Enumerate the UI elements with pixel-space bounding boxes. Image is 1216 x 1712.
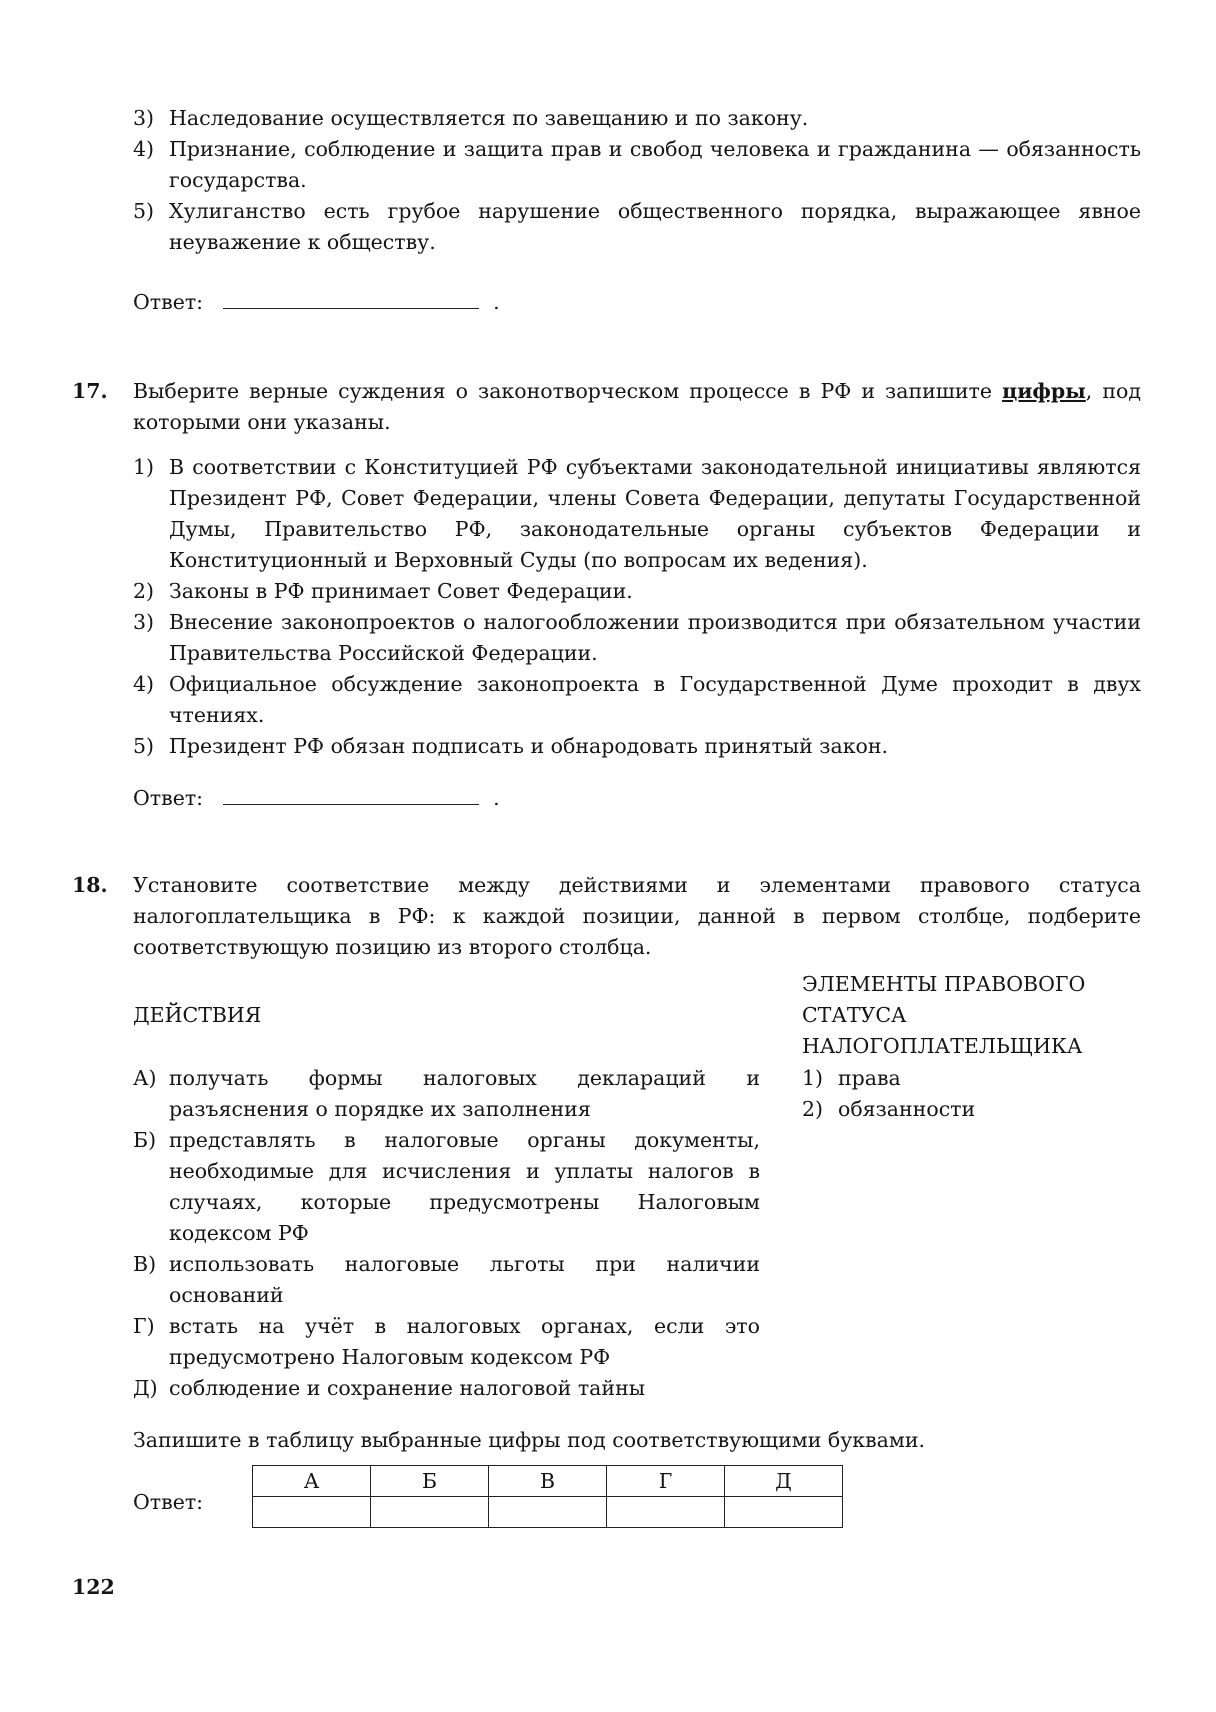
q17-number: 17. [72,379,108,403]
answer-table-header: Б [371,1466,489,1497]
q17-item: 1) В соответствии с Конституцией РФ субъектами законодательной инициативы являются Президент РФ, Совет Федерации, члены Совета Федерации, депутаты Государственной Думы, Правительство РФ, законодательные органы субъектов Федерации и Конституционный и Верховный Суды (по вопросам их ведения). [133,455,1141,572]
answer-cell[interactable] [489,1497,607,1528]
elements-column-header: ЭЛЕМЕНТЫ ПРАВОВОГО СТАТУСА НАЛОГОПЛАТЕЛЬЩИКА [802,972,1086,1058]
action-item: Г) встать на учёт в налоговых органах, если это предусмотрено Налоговым кодексом РФ [133,1314,760,1369]
elements-list [802,1063,1132,1125]
answer-cell[interactable] [253,1497,371,1528]
q17-answer-field[interactable] [223,782,479,805]
page-number: 122 [72,1575,115,1599]
q18-answer-table [252,1465,843,1528]
emphasis-word: цифры [1002,379,1086,403]
answer-table-header: А [253,1466,371,1497]
q18-instruction: Запишите в таблицу выбранные цифры под соответствующими буквами. [133,1428,926,1452]
answer-label: Ответ: [133,786,204,810]
q16-item: 3) Наследование осуществляется по завещанию и по закону. [133,106,809,130]
answer-table-header: Г [607,1466,725,1497]
answer-cell[interactable] [371,1497,489,1528]
q18-prompt: Установите соответствие между действиями и элементами правового статуса налогоплательщика в РФ: к каждой позиции, данной в первом столбце, подберите соответствующую позицию из второго столбца. [133,873,1141,959]
q17-item: 3) Внесение законопроектов о налогообложении производится при обязательном участии Правительства Российской Федерации. [133,610,1141,665]
q16-answer-field[interactable] [223,286,479,309]
actions-list [133,1063,760,1404]
answer-label: Ответ: [133,290,204,314]
action-item: Д) соблюдение и сохранение налоговой тайны [133,1376,646,1400]
q17-item: 4) Официальное обсуждение законопроекта в Государственной Думе проходит в двух чтениях. [133,672,1141,727]
q18-number: 18. [72,873,108,897]
element-item: 1) права [802,1066,901,1090]
action-item: В) использовать налоговые льготы при наличии оснований [133,1252,760,1307]
q17-items [133,452,1141,762]
action-item: Б) представлять в налоговые органы документы, необходимые для исчисления и уплаты налогов в случаях, которые предусмотрены Налоговым кодексом РФ [133,1128,760,1245]
actions-column-header: ДЕЙСТВИЯ [133,1003,262,1027]
q16-answer: Ответ: . [133,286,500,318]
q16-item: 5) Хулиганство есть грубое нарушение общественного порядка, выражающее явное неуважение к обществу. [133,199,1141,254]
element-item: 2) обязанности [802,1097,976,1121]
answer-table-header: В [489,1466,607,1497]
q18-answer-label: Ответ: [133,1490,204,1514]
answer-table-header: Д [725,1466,843,1497]
q17-prompt: Выберите верные суждения о законотворческом процессе в РФ и запишите цифры, под которыми они указаны. [133,379,1142,434]
q17-answer: Ответ: . [133,782,500,814]
answer-cell[interactable] [607,1497,725,1528]
q16-items [133,103,1141,258]
answer-table-header-row [253,1466,843,1497]
answer-table-input-row [253,1497,843,1528]
q17-item: 5) Президент РФ обязан подписать и обнародовать принятый закон. [133,734,889,758]
answer-cell[interactable] [725,1497,843,1528]
q17-item: 2) Законы в РФ принимает Совет Федерации. [133,579,633,603]
action-item: А) получать формы налоговых деклараций и разъяснения о порядке их заполнения [133,1066,760,1121]
q16-item: 4) Признание, соблюдение и защита прав и свобод человека и гражданина — обязанность государства. [133,137,1141,192]
